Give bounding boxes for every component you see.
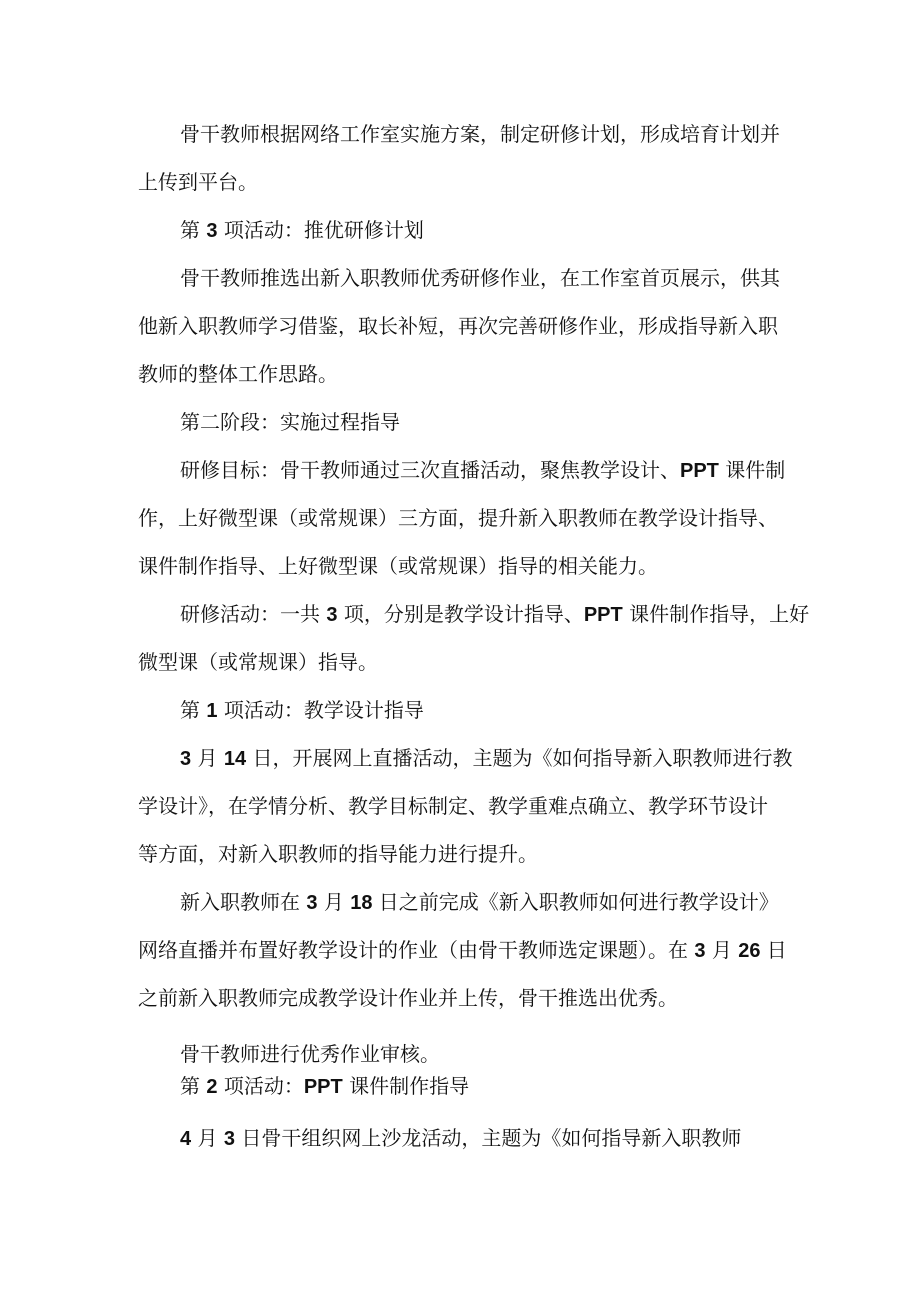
paragraph-line	[180, 890, 779, 915]
date-month: 4	[180, 1128, 192, 1150]
paragraph-line: 骨干教师进行优秀作业审核。	[180, 1042, 440, 1066]
paragraph-text: 月	[191, 1126, 224, 1150]
ppt-term: PPT	[680, 460, 719, 482]
ppt-term: PPT	[303, 1076, 343, 1098]
heading-text: 第	[180, 218, 207, 242]
paragraph-line	[180, 746, 792, 771]
date-month: 3	[180, 748, 192, 770]
paragraph-line	[180, 602, 809, 627]
heading-text: 课件制作指导	[342, 1074, 470, 1098]
paragraph-text: 月	[191, 746, 224, 770]
ppt-term: PPT	[583, 604, 623, 626]
paragraph-line: 上传到平台。	[138, 170, 258, 194]
paragraph-text: 日之前完成《新入职教师如何进行教学设计》	[372, 890, 779, 914]
heading-text: 第	[180, 698, 207, 722]
paragraph-text: 研修目标：骨干教师通过三次直播活动，聚焦教学设计、	[180, 458, 680, 482]
heading-text: 项活动：教学设计指导	[217, 698, 424, 722]
paragraph-text: 课件制作指导，上好	[622, 602, 810, 626]
date-month: 3	[306, 892, 318, 914]
date-day: 18	[350, 892, 373, 914]
paragraph-line: 等方面，对新入职教师的指导能力进行提升。	[138, 842, 538, 866]
paragraph-text: 月	[317, 890, 351, 914]
paragraph-line: 骨干教师根据网络工作室实施方案，制定研修计划，形成培育计划并	[180, 122, 780, 146]
count-number: 3	[326, 604, 338, 626]
activity-number: 3	[206, 220, 218, 242]
paragraph-line	[180, 458, 785, 483]
paragraph-line	[180, 1126, 741, 1151]
activity-number: 1	[206, 700, 218, 722]
paragraph-text: 研修活动：一共	[180, 602, 327, 626]
heading-text: 项活动：推优研修计划	[217, 218, 424, 242]
paragraph-text: 日骨干组织网上沙龙活动，主题为《如何指导新入职教师	[234, 1126, 742, 1150]
activity-heading	[180, 218, 424, 243]
stage-heading: 第二阶段：实施过程指导	[180, 410, 400, 434]
activity-heading	[180, 1074, 469, 1099]
paragraph-text: 日，开展网上直播活动，主题为《如何指导新入职教师进行教	[246, 746, 793, 770]
date-day: 3	[223, 1128, 235, 1150]
paragraph-text: 课件制	[718, 458, 786, 482]
activity-number: 2	[206, 1076, 218, 1098]
paragraph-line: 微型课（或常规课）指导。	[138, 650, 378, 674]
paragraph-line: 教师的整体工作思路。	[138, 362, 338, 386]
paragraph-text: 网络直播并布置好教学设计的作业（由骨干教师选定课题）。在	[138, 938, 695, 962]
paragraph-text: 月	[705, 938, 739, 962]
activity-heading	[180, 698, 424, 723]
paragraph-text: 项，分别是教学设计指导、	[337, 602, 584, 626]
date-month: 3	[694, 940, 706, 962]
paragraph-line: 骨干教师推选出新入职教师优秀研修作业，在工作室首页展示，供其	[180, 266, 780, 290]
date-day: 14	[223, 748, 247, 770]
paragraph-line: 作，上好微型课（或常规课）三方面，提升新入职教师在教学设计指导、	[138, 506, 778, 530]
paragraph-line	[138, 938, 787, 963]
heading-text: 第	[180, 1074, 207, 1098]
paragraph-line: 课件制作指导、上好微型课（或常规课）指导的相关能力。	[138, 554, 658, 578]
paragraph-text: 新入职教师在	[180, 890, 307, 914]
paragraph-line: 他新入职教师学习借鉴，取长补短，再次完善研修作业，形成指导新入职	[138, 314, 778, 338]
paragraph-line: 之前新入职教师完成教学设计作业并上传，骨干推选出优秀。	[138, 986, 678, 1010]
paragraph-text: 日	[760, 938, 787, 962]
paragraph-line: 学设计》，在学情分析、教学目标制定、教学重难点确立、教学环节设计	[138, 794, 768, 818]
date-day: 26	[738, 940, 761, 962]
heading-text: 项活动：	[217, 1074, 304, 1098]
